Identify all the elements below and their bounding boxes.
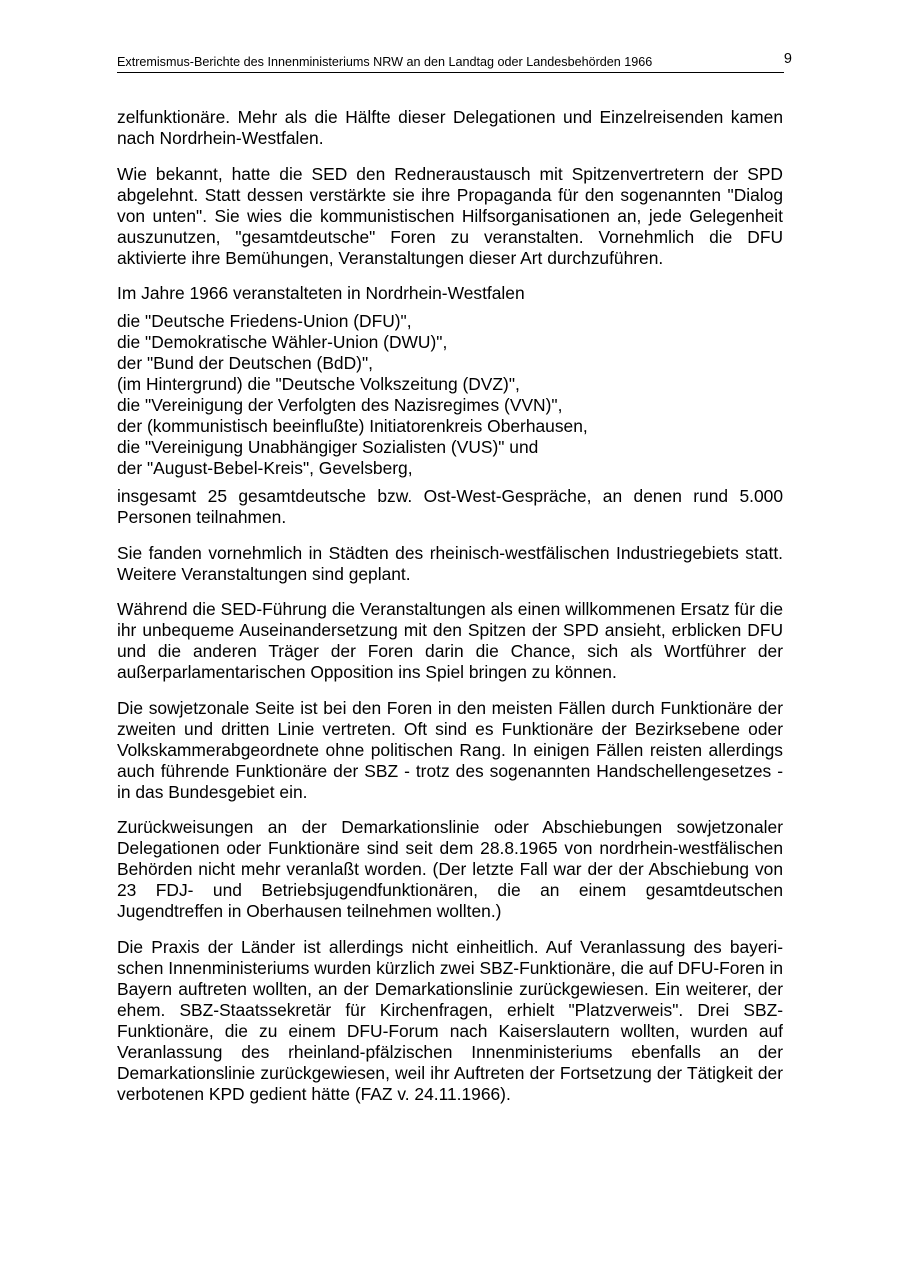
document-body — [117, 107, 783, 1119]
organization-item: der "August-Bebel-Kreis", Gevelsberg, — [117, 458, 413, 478]
organization-item: der (kommunistisch beeinflußte) Initiatorenkreis Oberhausen, — [117, 416, 588, 436]
organization-item: die "Deutsche Friedens-Union (DFU)", — [117, 311, 412, 331]
organization-item: die "Demokratische Wähler-Union (DWU)", — [117, 332, 448, 352]
paragraph-5: Sie fanden vornehmlich in Städten des rheinisch-westfälischen Industriegebiets statt. Weitere Veranstaltungen sind geplant. — [117, 542, 783, 584]
page-header — [117, 51, 792, 73]
paragraph-1: zelfunktionäre. Mehr als die Hälfte dieser Delegationen und Einzelreisenden kamen nach Nordrhein-Westfalen. — [117, 107, 783, 148]
paragraph-8: Zurückweisungen an der Demarkationslinie oder Abschiebungen sowjetzonaler Delegationen oder Funktionäre sind seit dem 28.8.1965 von nordrhein-westfälischen Behörden nicht mehr veranlaßt worden. (Der letzte Fall war der der Abschiebung von 23 FDJ- und Betriebsjugendfunktionären, die an einem gesamtdeutschen Jugendtreffen in Oberhausen teilnehmen wollten.) — [117, 817, 783, 921]
paragraph-9: Die Praxis der Länder ist allerdings nicht einheitlich. Auf Veranlassung des bayerischen Innenministeriums wurden kürzlich zwei SBZ-Funktionäre, die auf DFU-Foren in Bayern auftreten wollten, an der Demarkationslinie zurückgewiesen. Ein weiterer, der ehem. SBZ-Staatssekretär für Kirchenfragen, erhielt "Platzverweis". Drei SBZ-Funktionäre, die zu einem DFU-Forum nach Kaiserslautern wollten, wurden auf Veranlassung des rheinland-pfälzischen Innenministeriums ebenfalls an der Demarkationslinie zurückgewiesen, weil ihr Auftreten der Fortsetzung der Tätigkeit der verbotenen KPD gedient hätte (FAZ v. 24.11.1966). — [117, 936, 783, 1104]
organization-item: die "Vereinigung der Verfolgten des Nazisregimes (VVN)", — [117, 395, 563, 415]
header-title: Extremismus-Berichte des Innenministeriums NRW an den Landtag oder Landesbehörden 1966 — [117, 55, 653, 69]
paragraph-3: Im Jahre 1966 veranstalteten in Nordrhein-Westfalen — [117, 283, 525, 303]
paragraph-7: Die sowjetzonale Seite ist bei den Foren in den meisten Fällen durch Funktionäre der zweiten und dritten Linie vertreten. Oft sind es Funktionäre der Bezirksebene oder Volkskammerabgeordnete ohne politischen Rang. In einigen Fällen reisten allerdings auch führende Funktionäre der SBZ - trotz des sogenannten Handschellengesetzes - in das Bundesgebiet ein. — [117, 697, 783, 802]
organization-list — [117, 311, 783, 479]
paragraph-2: Wie bekannt, hatte die SED den Redneraustausch mit Spitzenvertretern der SPD abgelehnt. Statt dessen verstärkte sie ihre Propaganda für den sogenannten "Dialog von unten". Sie wies die kommunistischen Hilfsorganisationen an, jede Gelegenheit auszunutzen, "gesamtdeutsche" Foren zu veranstalten. Vornehmlich die DFU aktivierte ihre Bemühungen, Veranstaltungen dieser Art durchzuführen. — [117, 163, 783, 268]
organization-item: (im Hintergrund) die "Deutsche Volkszeitung (DVZ)", — [117, 374, 520, 394]
page-number: 9 — [783, 51, 792, 67]
paragraph-6: Während die SED-Führung die Veranstaltungen als einen willkommenen Ersatz für die ihr unbequeme Auseinandersetzung mit den Spitzen der SPD ansieht, erblicken DFU und die anderen Träger der Foren darin die Chance, sich als Wortführer der außerparlamentarischen Opposition ins Spiel bringen zu können. — [117, 599, 783, 682]
organization-item: der "Bund der Deutschen (BdD)", — [117, 353, 373, 373]
organization-item: die "Vereinigung Unabhängiger Sozialisten (VUS)" und — [117, 437, 539, 457]
paragraph-4: insgesamt 25 gesamtdeutsche bzw. Ost-West-Gespräche, an denen rund 5.000 Personen teilnahmen. — [117, 486, 783, 527]
